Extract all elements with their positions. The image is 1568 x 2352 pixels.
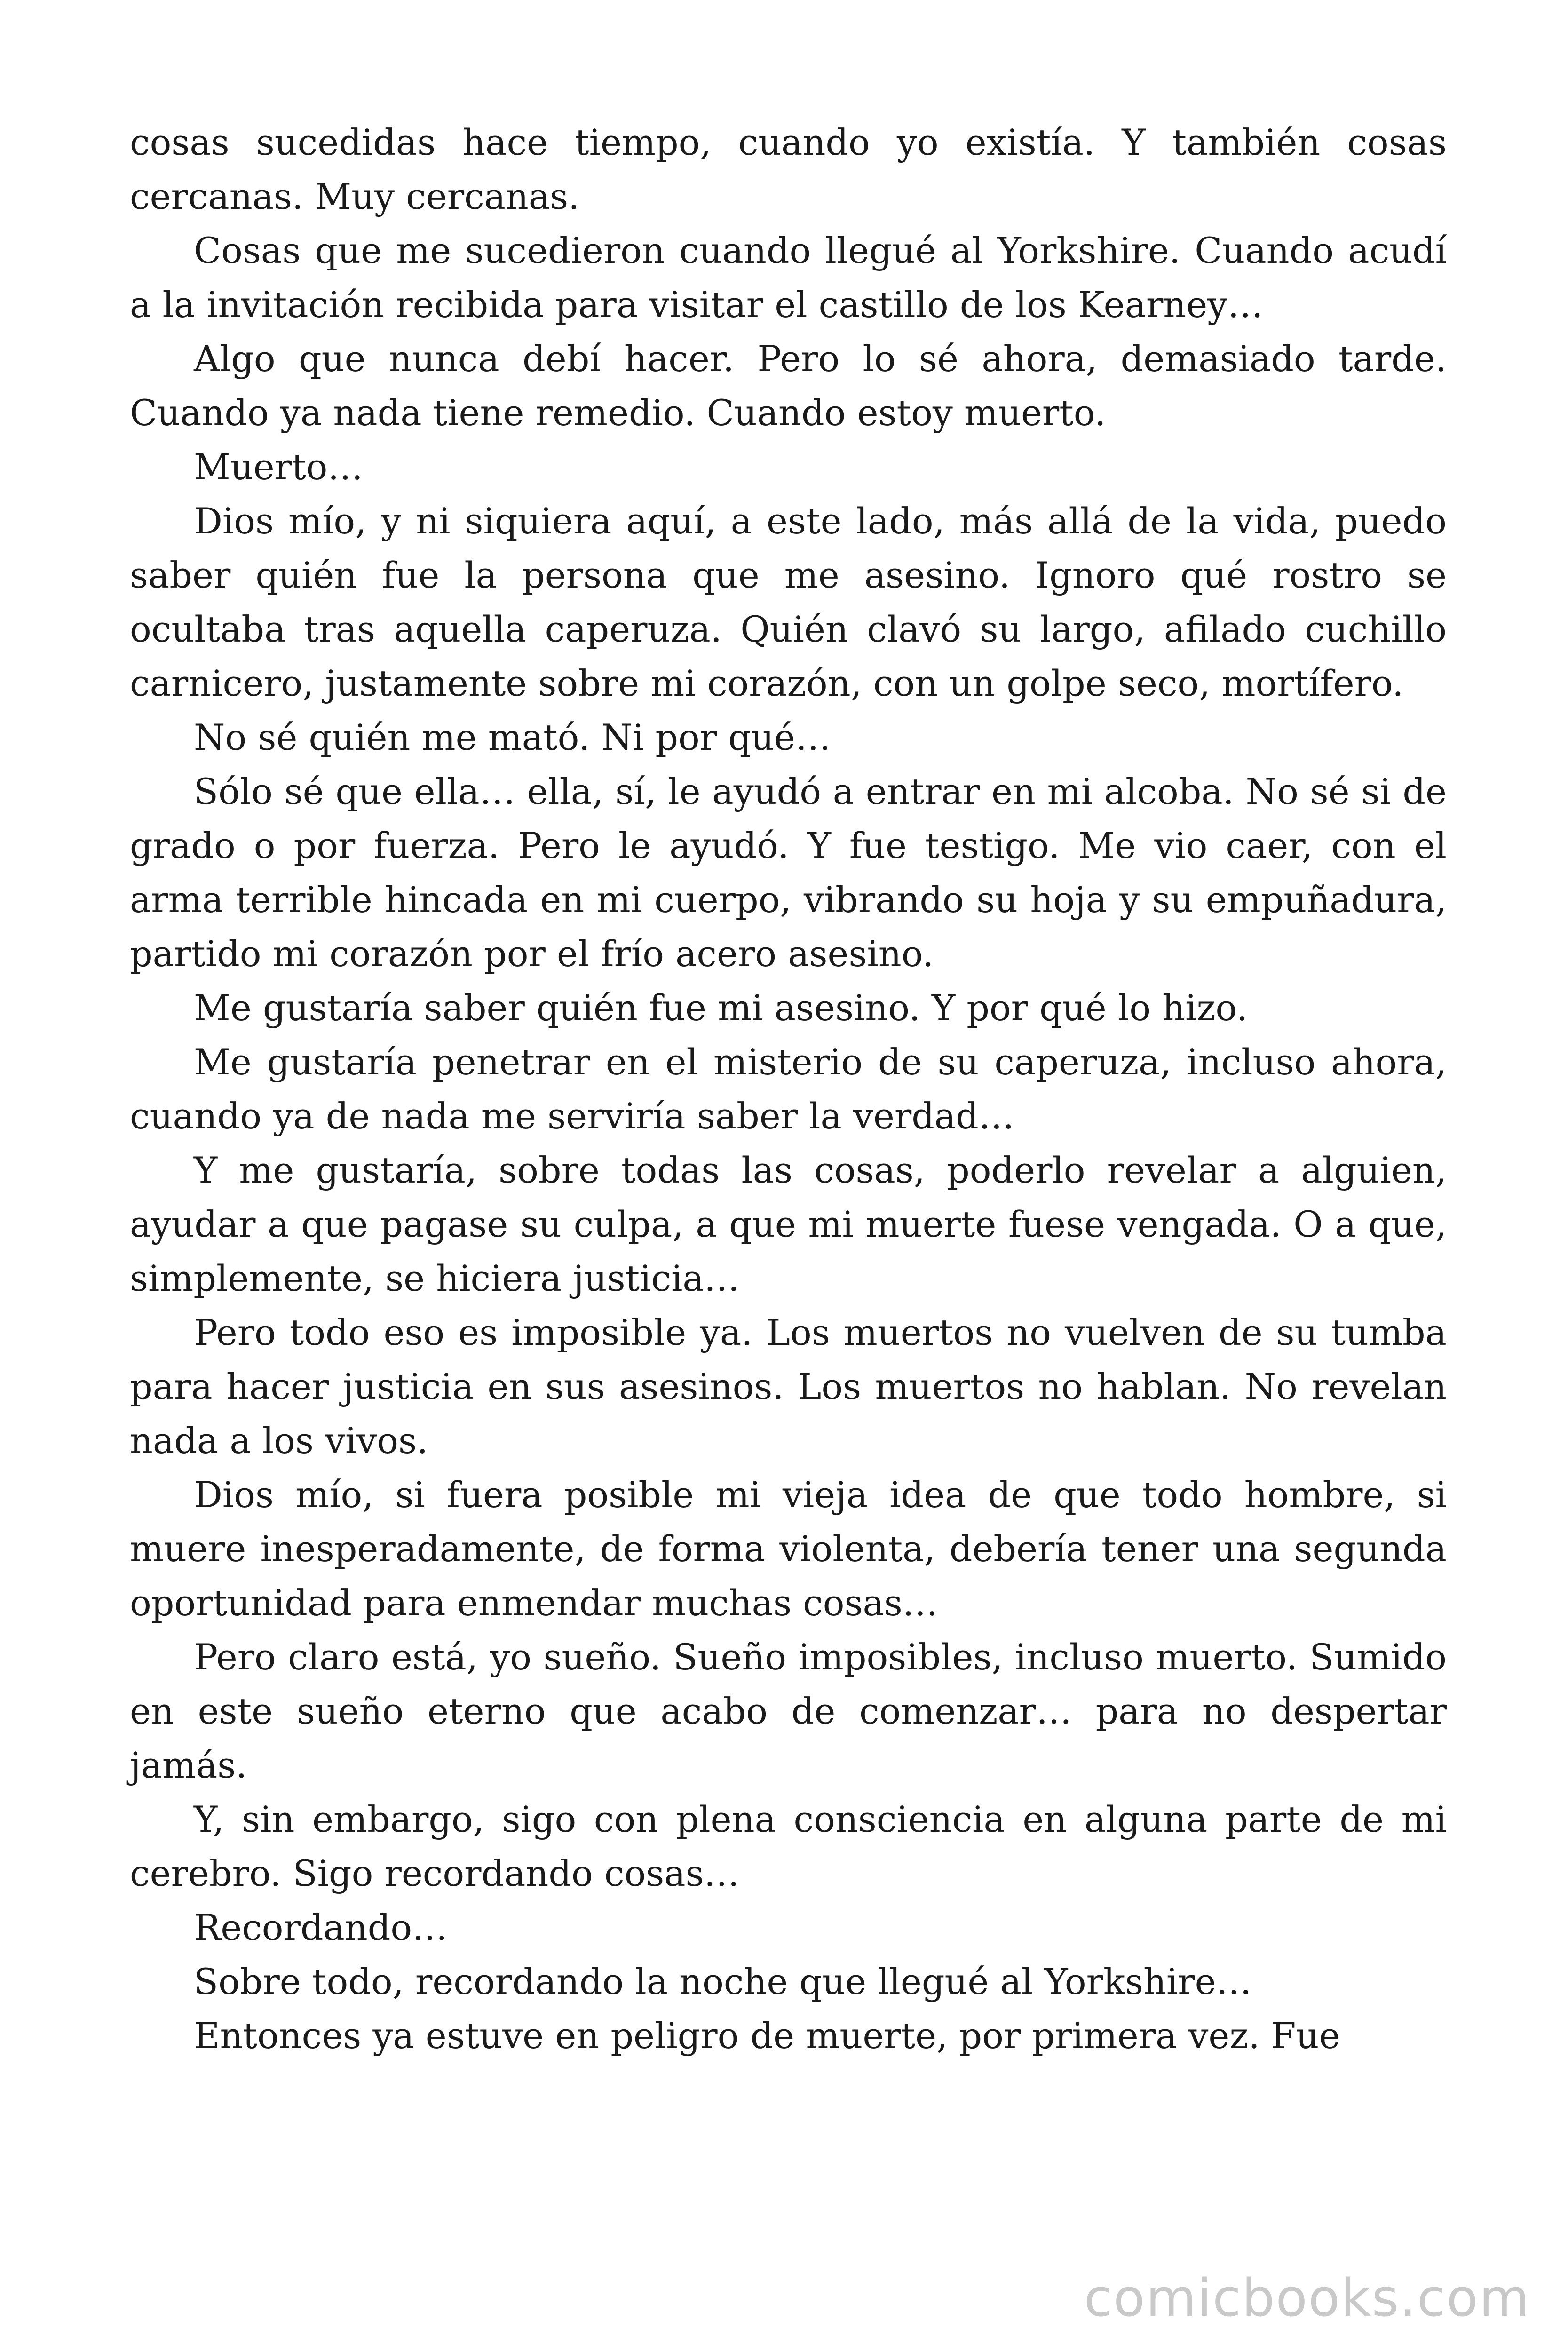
paragraph-17: Entonces ya estuve en peligro de muerte, por primera vez. Fue [194,2015,1340,2057]
paragraph-11: Pero todo eso es imposible ya. Los muertos no vuelven de su tumba para hacer justicia en sus asesinos. Los muertos no hablan. No revelan nada a los vivos. [130,1311,1447,1462]
paragraph-6: No sé quién me mató. Ni por qué… [194,716,831,758]
paragraph-10: Y me gustaría, sobre todas las cosas, poderlo revelar a alguien, ayudar a que pagase su culpa, a que mi muerte fuese vengada. O a que, simplemente, se hiciera justicia… [130,1149,1447,1299]
paragraph-7: Sólo sé que ella… ella, sí, le ayudó a entrar en mi alcoba. No sé si de grado o por fuerza. Pero le ayudó. Y fue testigo. Me vio caer, con el arma terrible hincada en mi cuerpo, vibrando su hoja y su empuñadura, partido mi corazón por el frío acero asesino. [130,771,1447,975]
paragraph-12: Dios mío, si fuera posible mi vieja idea de que todo hombre, si muere inesperadamente, de forma violenta, debería tener una segunda oportunidad para enmendar muchas cosas… [130,1474,1447,1624]
paragraph-13: Pero claro está, yo sueño. Sueño imposibles, incluso muerto. Sumido en este sueño eterno que acabo de comenzar… para no despertar jamás. [130,1636,1447,1786]
document-body [130,115,1447,2063]
paragraph-9: Me gustaría penetrar en el misterio de su caperuza, incluso ahora, cuando ya de nada me serviría saber la verdad… [130,1041,1447,1137]
paragraph-15: Recordando… [194,1907,448,1948]
paragraph-16: Sobre todo, recordando la noche que llegué al Yorkshire… [194,1961,1252,2002]
paragraph-8: Me gustaría saber quién fue mi asesino. Y por qué lo hizo. [194,987,1248,1029]
paragraph-14: Y, sin embargo, sigo con plena consciencia en alguna parte de mi cerebro. Sigo recordando cosas… [130,1798,1447,1894]
paragraph-5: Dios mío, y ni siquiera aquí, a este lado, más allá de la vida, puedo saber quién fue la persona que me asesino. Ignoro qué rostro se ocultaba tras aquella caperuza. Quién clavó su largo, afilado cuchillo carnicero, justamente sobre mi corazón, con un golpe seco, mortífero. [130,500,1447,704]
paragraph-2: Cosas que me sucedieron cuando llegué al Yorkshire. Cuando acudí a la invitación recibida para visitar el castillo de los Kearney… [130,230,1447,326]
paragraph-4: Muerto… [194,446,364,488]
watermark: comicbooks.com [1084,2268,1530,2328]
paragraph-1: cosas sucedidas hace tiempo, cuando yo existía. Y también cosas cercanas. Muy cercanas. [130,121,1447,217]
paragraph-3: Algo que nunca debí hacer. Pero lo sé ahora, demasiado tarde. Cuando ya nada tiene remedio. Cuando estoy muerto. [130,338,1447,434]
